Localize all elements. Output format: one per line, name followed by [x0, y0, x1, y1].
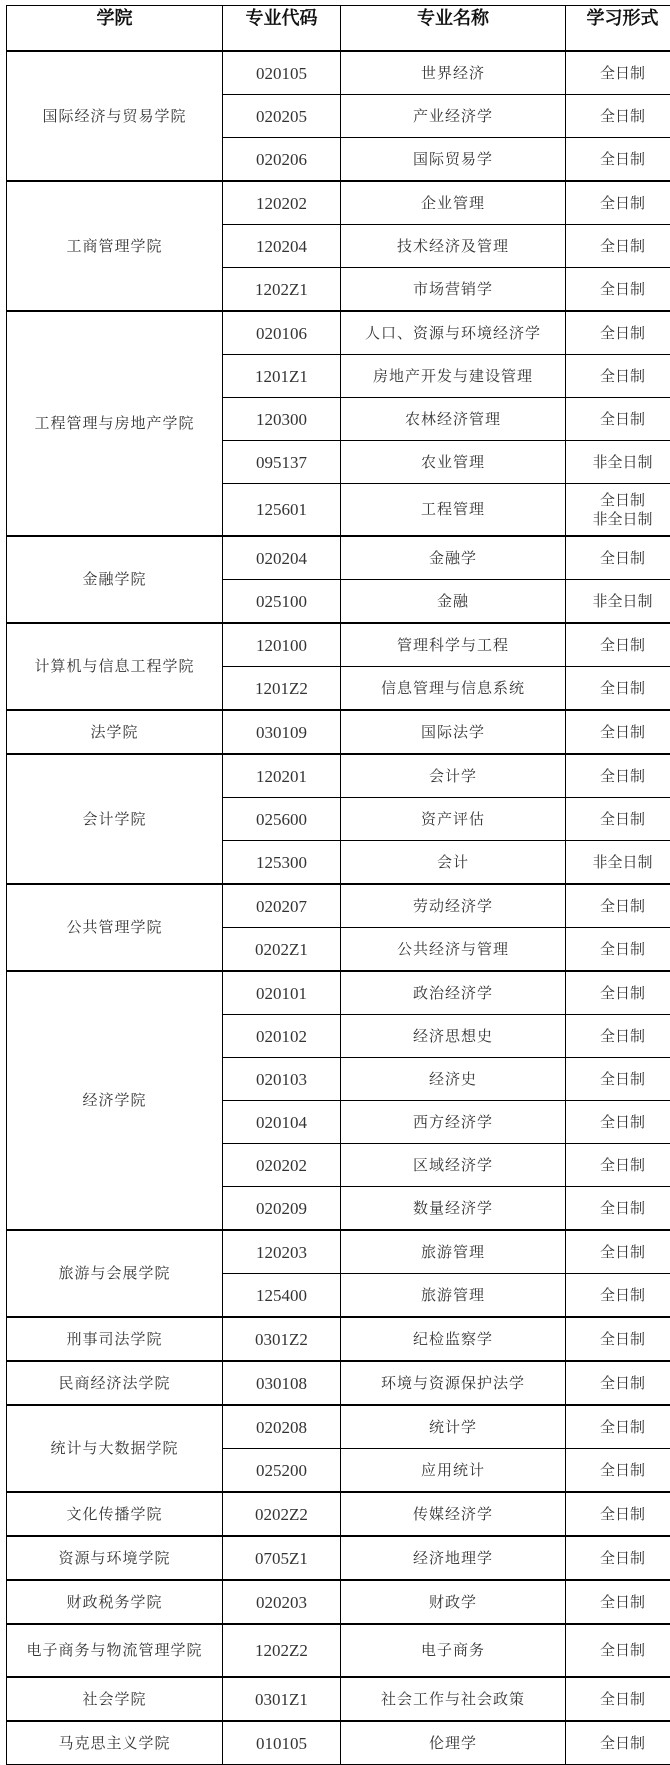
major-code-cell: 0301Z2 [223, 1317, 341, 1361]
major-name-cell: 旅游管理 [341, 1274, 566, 1318]
study-mode-cell: 全日制 [566, 1101, 670, 1144]
major-code-cell: 020209 [223, 1187, 341, 1231]
major-name-cell: 纪检监察学 [341, 1317, 566, 1361]
major-code-cell: 020103 [223, 1058, 341, 1101]
study-mode-cell: 全日制 [566, 1624, 670, 1677]
college-cell: 电子商务与物流管理学院 [7, 1624, 223, 1677]
study-mode-cell: 全日制 [566, 225, 670, 268]
major-name-cell: 工程管理 [341, 484, 566, 537]
major-code-cell: 025100 [223, 580, 341, 624]
major-code-cell: 025600 [223, 798, 341, 841]
table-row [7, 971, 670, 1015]
study-mode-cell: 全日制 [566, 1449, 670, 1493]
study-mode-cell: 全日制 非全日制 [566, 484, 670, 537]
study-mode-cell: 全日制 [566, 1058, 670, 1101]
study-mode-cell: 全日制 [566, 1721, 670, 1765]
major-code-cell: 1201Z2 [223, 667, 341, 711]
major-code-cell: 120204 [223, 225, 341, 268]
major-name-cell: 市场营销学 [341, 268, 566, 312]
college-cell: 金融学院 [7, 536, 223, 623]
table-row [7, 1405, 670, 1449]
college-cell: 经济学院 [7, 971, 223, 1230]
table-row [7, 1361, 670, 1405]
study-mode-cell: 全日制 [566, 1677, 670, 1721]
major-code-cell: 020205 [223, 95, 341, 138]
table-row [7, 754, 670, 798]
table-row [7, 1721, 670, 1765]
study-mode-cell: 全日制 [566, 268, 670, 312]
major-name-cell: 会计学 [341, 754, 566, 798]
major-code-cell: 120203 [223, 1230, 341, 1274]
major-code-cell: 030108 [223, 1361, 341, 1405]
major-name-cell: 政治经济学 [341, 971, 566, 1015]
study-mode-cell: 全日制 [566, 798, 670, 841]
table-row [7, 1317, 670, 1361]
major-name-cell: 统计学 [341, 1405, 566, 1449]
college-cell: 民商经济法学院 [7, 1361, 223, 1405]
major-code-cell: 120100 [223, 623, 341, 667]
major-name-cell: 伦理学 [341, 1721, 566, 1765]
college-cell: 计算机与信息工程学院 [7, 623, 223, 710]
major-code-cell: 020203 [223, 1580, 341, 1624]
college-cell: 马克思主义学院 [7, 1721, 223, 1765]
major-name-cell: 数量经济学 [341, 1187, 566, 1231]
major-code-cell: 025200 [223, 1449, 341, 1493]
table-row [7, 311, 670, 355]
study-mode-cell: 全日制 [566, 51, 670, 95]
major-name-cell: 会计 [341, 841, 566, 885]
major-name-cell: 产业经济学 [341, 95, 566, 138]
major-name-cell: 劳动经济学 [341, 884, 566, 928]
table-row [7, 884, 670, 928]
major-name-cell: 国际贸易学 [341, 138, 566, 182]
major-code-cell: 0202Z1 [223, 928, 341, 972]
table-row [7, 181, 670, 225]
study-mode-cell: 全日制 [566, 884, 670, 928]
study-mode-cell: 全日制 [566, 1405, 670, 1449]
header-college: 学院 [7, 6, 223, 52]
college-cell: 统计与大数据学院 [7, 1405, 223, 1492]
major-name-cell: 传媒经济学 [341, 1492, 566, 1536]
major-name-cell: 管理科学与工程 [341, 623, 566, 667]
major-code-cell: 1202Z2 [223, 1624, 341, 1677]
major-name-cell: 信息管理与信息系统 [341, 667, 566, 711]
major-name-cell: 资产评估 [341, 798, 566, 841]
table-row [7, 1536, 670, 1580]
study-mode-cell: 全日制 [566, 928, 670, 972]
table-row [7, 1492, 670, 1536]
major-name-cell: 西方经济学 [341, 1101, 566, 1144]
major-name-cell: 企业管理 [341, 181, 566, 225]
study-mode-cell: 全日制 [566, 1274, 670, 1318]
major-name-cell: 旅游管理 [341, 1230, 566, 1274]
table-row [7, 623, 670, 667]
major-name-cell: 经济思想史 [341, 1015, 566, 1058]
major-code-cell: 125400 [223, 1274, 341, 1318]
table-row [7, 1624, 670, 1677]
table-row [7, 536, 670, 580]
major-code-cell: 125601 [223, 484, 341, 537]
college-cell: 法学院 [7, 710, 223, 754]
study-mode-cell: 全日制 [566, 311, 670, 355]
study-mode-cell: 全日制 [566, 1492, 670, 1536]
major-code-cell: 125300 [223, 841, 341, 885]
study-mode-cell: 全日制 [566, 710, 670, 754]
major-name-cell: 区域经济学 [341, 1144, 566, 1187]
study-mode-cell: 全日制 [566, 971, 670, 1015]
study-mode-cell: 非全日制 [566, 580, 670, 624]
major-code-cell: 120300 [223, 398, 341, 441]
table-row [7, 1230, 670, 1274]
college-cell: 旅游与会展学院 [7, 1230, 223, 1317]
major-code-cell: 020101 [223, 971, 341, 1015]
major-code-cell: 010105 [223, 1721, 341, 1765]
major-name-cell: 金融 [341, 580, 566, 624]
major-name-cell: 电子商务 [341, 1624, 566, 1677]
table-row [7, 1677, 670, 1721]
major-code-cell: 020204 [223, 536, 341, 580]
major-code-cell: 020106 [223, 311, 341, 355]
table-row [7, 51, 670, 95]
table-row [7, 1580, 670, 1624]
study-mode-cell: 全日制 [566, 667, 670, 711]
college-cell: 国际经济与贸易学院 [7, 51, 223, 181]
header-mode: 学习形式 [566, 6, 670, 52]
major-name-cell: 技术经济及管理 [341, 225, 566, 268]
study-mode-cell: 全日制 [566, 355, 670, 398]
college-cell: 财政税务学院 [7, 1580, 223, 1624]
study-mode-cell: 全日制 [566, 1536, 670, 1580]
major-code-cell: 020208 [223, 1405, 341, 1449]
study-mode-cell: 全日制 [566, 398, 670, 441]
major-name-cell: 环境与资源保护法学 [341, 1361, 566, 1405]
major-name-cell: 公共经济与管理 [341, 928, 566, 972]
major-code-cell: 120201 [223, 754, 341, 798]
college-cell: 刑事司法学院 [7, 1317, 223, 1361]
college-cell: 社会学院 [7, 1677, 223, 1721]
major-name-cell: 农业管理 [341, 441, 566, 484]
college-cell: 会计学院 [7, 754, 223, 884]
college-cell: 公共管理学院 [7, 884, 223, 971]
study-mode-cell: 全日制 [566, 754, 670, 798]
study-mode-cell: 全日制 [566, 1580, 670, 1624]
major-code-cell: 020206 [223, 138, 341, 182]
study-mode-cell: 全日制 [566, 1144, 670, 1187]
major-code-cell: 020104 [223, 1101, 341, 1144]
header-code: 专业代码 [223, 6, 341, 52]
study-mode-cell: 全日制 [566, 1015, 670, 1058]
major-code-cell: 120202 [223, 181, 341, 225]
major-name-cell: 国际法学 [341, 710, 566, 754]
major-name-cell: 财政学 [341, 1580, 566, 1624]
major-code-cell: 0301Z1 [223, 1677, 341, 1721]
major-code-cell: 030109 [223, 710, 341, 754]
major-code-cell: 0705Z1 [223, 1536, 341, 1580]
major-code-cell: 095137 [223, 441, 341, 484]
major-name-cell: 人口、资源与环境经济学 [341, 311, 566, 355]
study-mode-cell: 全日制 [566, 1361, 670, 1405]
major-code-cell: 020102 [223, 1015, 341, 1058]
major-name-cell: 社会工作与社会政策 [341, 1677, 566, 1721]
study-mode-cell: 全日制 [566, 623, 670, 667]
major-name-cell: 经济地理学 [341, 1536, 566, 1580]
major-code-cell: 1201Z1 [223, 355, 341, 398]
study-mode-cell: 非全日制 [566, 441, 670, 484]
study-mode-cell: 非全日制 [566, 841, 670, 885]
college-cell: 资源与环境学院 [7, 1536, 223, 1580]
major-name-cell: 应用统计 [341, 1449, 566, 1493]
major-code-cell: 020207 [223, 884, 341, 928]
major-name-cell: 房地产开发与建设管理 [341, 355, 566, 398]
header-major: 专业名称 [341, 6, 566, 52]
study-mode-cell: 全日制 [566, 1317, 670, 1361]
major-code-cell: 0202Z2 [223, 1492, 341, 1536]
major-name-cell: 农林经济管理 [341, 398, 566, 441]
study-mode-cell: 全日制 [566, 181, 670, 225]
study-mode-cell: 全日制 [566, 138, 670, 182]
major-name-cell: 金融学 [341, 536, 566, 580]
college-cell: 工程管理与房地产学院 [7, 311, 223, 536]
college-cell: 工商管理学院 [7, 181, 223, 311]
study-mode-cell: 全日制 [566, 95, 670, 138]
college-cell: 文化传播学院 [7, 1492, 223, 1536]
majors-table [6, 5, 670, 1765]
table-row [7, 710, 670, 754]
major-code-cell: 020202 [223, 1144, 341, 1187]
study-mode-cell: 全日制 [566, 1230, 670, 1274]
study-mode-cell: 全日制 [566, 536, 670, 580]
major-name-cell: 经济史 [341, 1058, 566, 1101]
major-code-cell: 1202Z1 [223, 268, 341, 312]
header-row [7, 6, 670, 52]
major-name-cell: 世界经济 [341, 51, 566, 95]
study-mode-cell: 全日制 [566, 1187, 670, 1231]
major-code-cell: 020105 [223, 51, 341, 95]
